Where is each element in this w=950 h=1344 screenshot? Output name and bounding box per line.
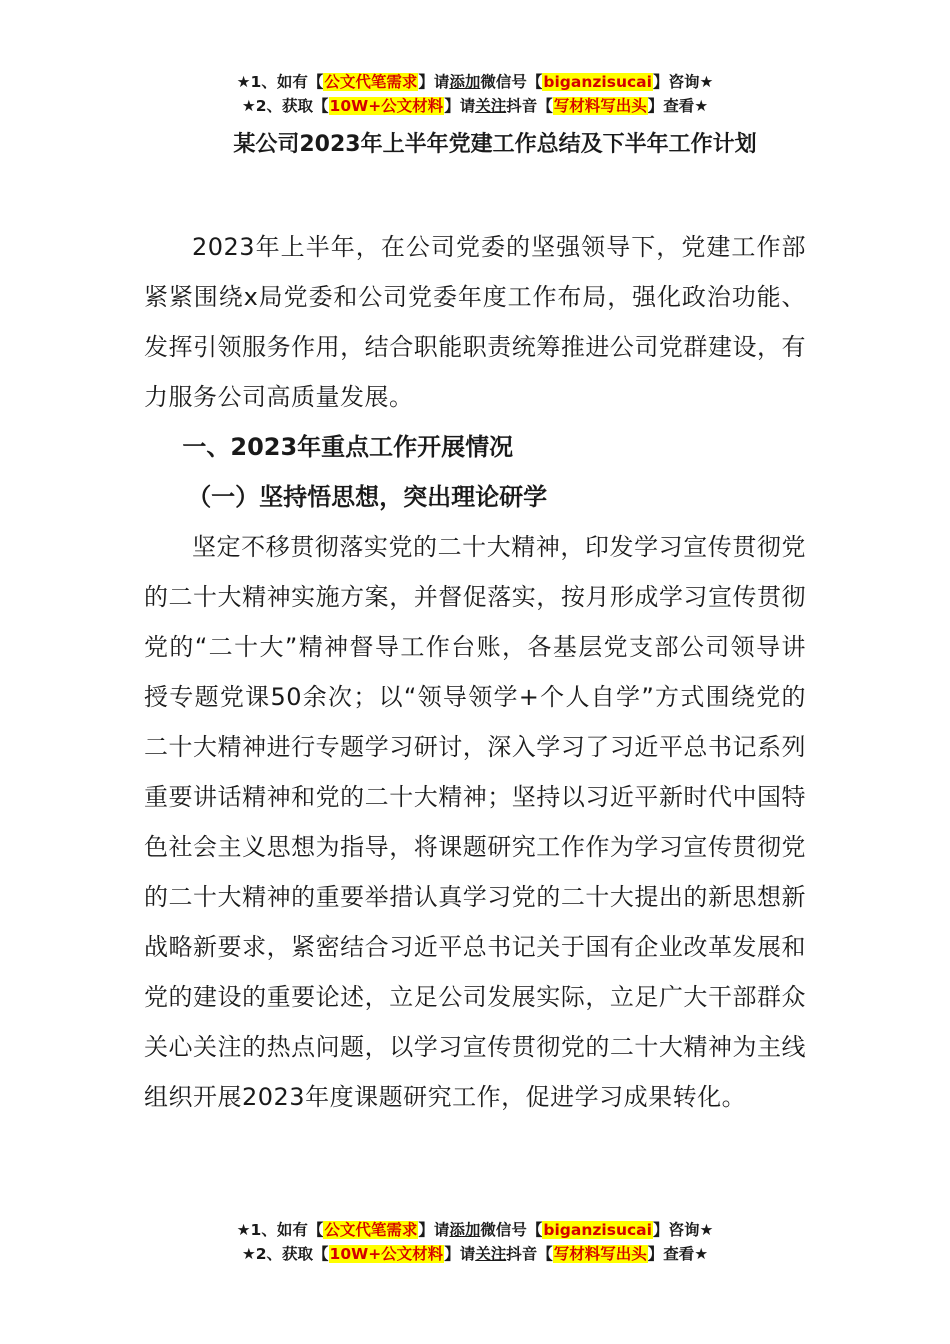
banner-emphasis: 添加 bbox=[449, 1221, 481, 1239]
banner-line-2 bbox=[0, 1242, 950, 1266]
document-title: 某公司2023年上半年党建工作总结及下半年工作计划 bbox=[233, 132, 757, 157]
banner-text: ★1、如有【 bbox=[236, 1221, 324, 1239]
banner-line-1 bbox=[0, 70, 950, 94]
banner-highlight-service: 公文代笔需求 bbox=[324, 73, 418, 91]
banner-text: 】查看★ bbox=[647, 1245, 709, 1263]
banner-text: 抖音【 bbox=[506, 1245, 553, 1263]
banner-highlight-wechat-id: biganzisucai bbox=[543, 1221, 652, 1239]
banner-text: 微信号【 bbox=[480, 1221, 543, 1239]
banner-highlight-douyin-account: 写材料写出头 bbox=[553, 97, 647, 115]
banner-highlight-materials: 10W+公文材料 bbox=[329, 1245, 444, 1263]
banner-text: ★2、获取【 bbox=[241, 1245, 329, 1263]
banner-emphasis: 添加 bbox=[449, 73, 481, 91]
banner-text: ★2、获取【 bbox=[241, 97, 329, 115]
banner-emphasis: 关注 bbox=[475, 1245, 507, 1263]
subsection-heading: （一）坚持悟思想，突出理论研学 bbox=[187, 483, 548, 511]
banner-line-1 bbox=[0, 1218, 950, 1242]
banner-highlight-service: 公文代笔需求 bbox=[324, 1221, 418, 1239]
header-banner bbox=[0, 70, 950, 118]
banner-line-2 bbox=[0, 94, 950, 118]
banner-text: 】请 bbox=[444, 1245, 476, 1263]
banner-text: 】查看★ bbox=[647, 97, 709, 115]
banner-text: 】请 bbox=[418, 1221, 450, 1239]
section-heading: 一、2023年重点工作开展情况 bbox=[182, 433, 514, 461]
banner-text: 】请 bbox=[418, 73, 450, 91]
banner-text: 抖音【 bbox=[506, 97, 553, 115]
banner-text: 】请 bbox=[444, 97, 476, 115]
banner-highlight-douyin-account: 写材料写出头 bbox=[553, 1245, 647, 1263]
banner-text: 】咨询★ bbox=[652, 73, 714, 91]
banner-text: 】咨询★ bbox=[652, 1221, 714, 1239]
body-paragraph: 坚定不移贯彻落实党的二十大精神，印发学习宣传贯彻党的二十大精神实施方案，并督促落实，按月形成学习宣传贯彻党的“二十大”精神督导工作台账，各基层党支部公司领导讲授专题党课50余次；以“领导领学+个人自学”方式围绕党的二十大精神进行专题学习研讨，深入学习了习近平总书记系列重要讲话精神和党的二十大精神；坚持以习近平新时代中国特色社会主义思想为指导，将课题研究工作作为学习宣传贯彻党的二十大精神的重要举措认真学习党的二十大提出的新思想新战略新要求，紧密结合习近平总书记关于国有企业改革发展和党的建设的重要论述，立足公司发展实际，立足广大干部群众关心关注的热点问题，以学习宣传贯彻党的二十大精神为主线组织开展2023年度课题研究工作，促进学习成果转化。 bbox=[144, 533, 806, 1111]
banner-highlight-wechat-id: biganzisucai bbox=[543, 73, 652, 91]
document-body bbox=[144, 222, 806, 1122]
banner-text: 微信号【 bbox=[480, 73, 543, 91]
banner-emphasis: 关注 bbox=[475, 97, 507, 115]
footer-banner bbox=[0, 1218, 950, 1266]
banner-text: ★1、如有【 bbox=[236, 73, 324, 91]
intro-paragraph: 2023年上半年，在公司党委的坚强领导下，党建工作部紧紧围绕x局党委和公司党委年度工作布局，强化政治功能、发挥引领服务作用，结合职能职责统筹推进公司党群建设，有力服务公司高质量发展。 bbox=[144, 233, 806, 411]
banner-highlight-materials: 10W+公文材料 bbox=[329, 97, 444, 115]
